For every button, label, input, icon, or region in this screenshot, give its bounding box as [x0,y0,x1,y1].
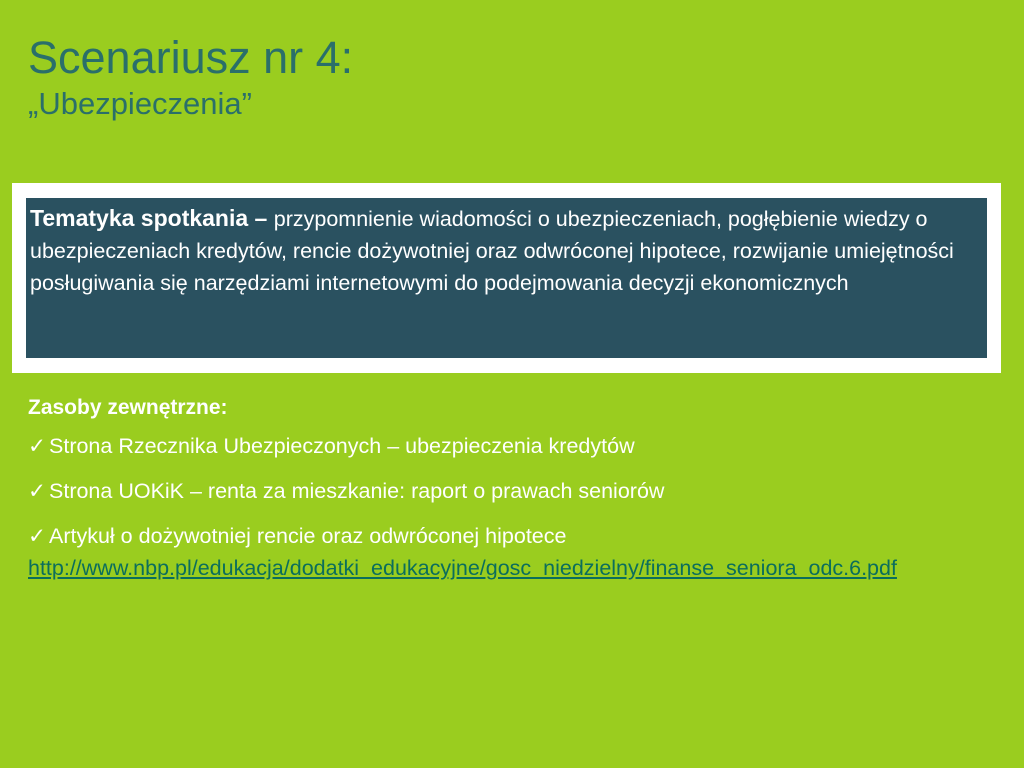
external-resources [28,390,998,597]
resource-item-text: Artykuł o dożywotniej rencie oraz odwróconej hipotece [49,524,567,548]
slide-subtitle: „Ubezpieczenia” [28,86,252,121]
check-icon: ✓ [28,524,47,548]
topic-dash: – [248,205,274,231]
check-icon: ✓ [28,434,47,458]
topic-label: Tematyka spotkania [30,205,249,231]
check-icon: ✓ [28,479,47,503]
nbp-article-link[interactable]: http://www.nbp.pl/edukacja/dodatki_edukacyjne/gosc_niedzielny/finanse_seniora_odc.6.pdf [28,556,897,580]
slide-title [28,30,988,124]
topic-box [26,198,987,358]
topic-text: przypomnienie wiadomości o ubezpieczeniach, pogłębienie wiedzy o ubezpieczeniach kredytów, rencie dożywotniej oraz odwróconej hipotece, rozwijanie umiejętności posługiwania się narzędziami internetowymi do podejmowania decyzji ekonomicznych [30,207,954,295]
resource-item-text: Strona UOKiK – renta za mieszkanie: raport o prawach seniorów [49,479,665,503]
resource-item [28,520,998,584]
slide-title-line1: Scenariusz nr 4: [28,32,354,83]
resource-item-text: Strona Rzecznika Ubezpieczonych – ubezpieczenia kredytów [49,434,635,458]
resources-heading: Zasoby zewnętrzne: [28,396,228,419]
resource-item [28,475,998,507]
resource-item [28,430,998,462]
topic-frame [12,183,1001,373]
resources-list [28,430,998,584]
